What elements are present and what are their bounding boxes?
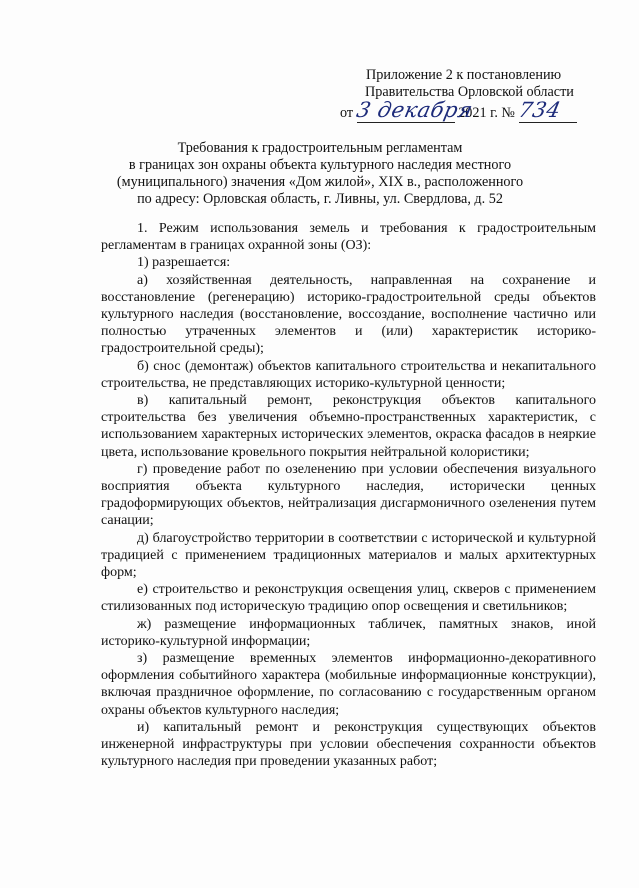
title-line-2: в границах зон охраны объекта культурного наследия местного [128, 157, 512, 173]
paragraph-permitted: 1) разрешается: [137, 255, 231, 271]
list-item: д) благоустройство территории в соответствии с исторической и культурной традицией с применением традиционных материалов и малых архитектурных форм; [101, 530, 596, 581]
list-item: в) капитальный ремонт, реконструкция объектов капитального строительства без увеличения объемно-пространственных характеристик, с использованием характерных исторических элементов, окраска фасадов в неяркие цвета, использование кровельного покрытия нейтральной колористики; [101, 393, 596, 460]
year-label: 2021 г. № [458, 105, 515, 121]
document-title [100, 140, 540, 208]
appendix-line-1: Приложение 2 к постановлению [366, 67, 562, 83]
number-field [515, 98, 577, 123]
paragraph-section-1: 1. Режим использования земель и требования к градостроительным регламентам в границах охранной зоны (ОЗ): [101, 221, 596, 254]
handwritten-date: 3 декабря [354, 98, 475, 122]
list-item: и) капитальный ремонт и реконструкция существующих объектов инженерной инфраструктуры при условии обеспечения сохранности объектов культурного наследия при проведении указанных работ; [101, 719, 596, 770]
document-body [101, 220, 596, 771]
list-item: г) проведение работ по озеленению при условии обеспечения визуального восприятия объекта культурного наследия, исторически ценных градоформирующих объектов, нейтрализация дисгармоничного озеленения путем санации; [101, 461, 596, 529]
appendix-line-2: Правительства Орловской области [365, 84, 574, 100]
list-item: з) размещение временных элементов информационно-декоративного оформления событийного характера (мобильные информационные конструкции), включая праздничное оформление, по согласованию с государственным органом охраны объектов культурного наследия; [101, 651, 596, 718]
list-item: б) снос (демонтаж) объектов капитального строительства и некапитального строительства, не представляющих историко-культурной ценности; [101, 358, 596, 391]
appendix-date-line [340, 98, 600, 122]
handwritten-number: 734 [515, 98, 563, 122]
date-field [354, 98, 475, 123]
from-label: от [340, 105, 354, 121]
title-line-1: Требования к градостроительным регламентам [177, 140, 463, 156]
list-item: е) строительство и реконструкция освещения улиц, скверов с применением стилизованных под историческую традицию опор освещения и светильников; [101, 582, 596, 615]
list-item: ж) размещение информационных табличек, памятных знаков, иной историко-культурной информации; [101, 616, 596, 649]
title-line-3: (муниципального) значения «Дом жилой», XIX в., расположенного [116, 174, 524, 190]
title-line-4: по адресу: Орловская область, г. Ливны, ул. Свердлова, д. 52 [137, 191, 503, 207]
list-item: а) хозяйственная деятельность, направленная на сохранение и восстановление (регенерацию) историко-градостроительной среды объектов культурного наследия (восстановление, воссоздание, восполнение частично или полностью утраченных элементов и (или) характеристик историко-градостроительной среды); [101, 272, 596, 357]
appendix-header [340, 67, 600, 121]
